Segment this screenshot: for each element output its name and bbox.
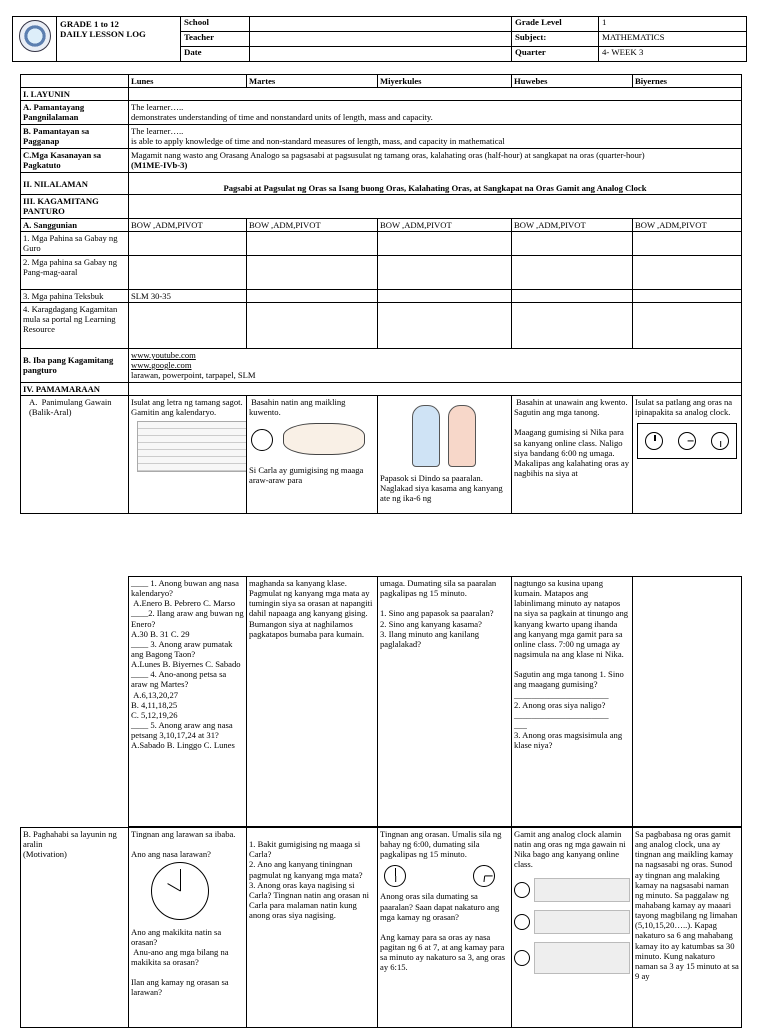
calendar-image (137, 421, 247, 472)
deped-logo-cell (13, 17, 57, 62)
log-title: DAILY LESSON LOG (60, 29, 146, 40)
motivation-biyernes: Sa pagbabasa ng oras gamit ang analog clock, una ay tingnan ang maikling kamay na nagsasabi ng oras. Sunod ay tingnan ang malaking kamay na nagsasabi naman ng minuto. Sa paggalaw ng mahabang kamay ay maaari tayong magbilang ng limahan (5,10,15,20…..). Kapag nakaturo sa 6 ang mahabang kamay ito ay katumbas sa 30 minuto. Kung nakaturo naman sa 3 ay 15 minuto at sa 9 ay (635, 829, 741, 981)
girl-stretching-icon (283, 423, 365, 455)
grade-level-value: 1 (599, 17, 747, 32)
balik-aral-martes-top: Basahin natin ang maikling kuwento. (249, 396, 348, 418)
grade-level-label: Grade Level (512, 17, 599, 32)
clock-icon (711, 432, 729, 450)
balik-aral-label: A. Panimulang Gawain (Balik-Aral) (29, 396, 112, 418)
motivation-miyerkules: Tingnan ang orasan. Umalis sila ng bahay ng 6:00, dumating sila pagkalipas ng 15 minuto. (380, 829, 504, 860)
grade-range: GRADE 1 to 12 (60, 19, 119, 29)
quarter-label: Quarter (512, 47, 599, 62)
teacher-field[interactable] (250, 32, 512, 47)
nika-schedule-image (514, 878, 630, 974)
pamamaraan-heading: IV. PAMAMARAAN (21, 382, 129, 395)
school-field[interactable] (250, 17, 512, 32)
clock-six-icon (384, 865, 406, 887)
deped-seal-icon (19, 20, 51, 52)
continuation-table (128, 576, 742, 827)
story-martes-cont: maghanda sa kanyang klase. Pagmulat ng kanyang mga mata ay tumingin siya sa orasan at napangiti dahil napaaga ang kanyang gising. Bumangon siya at naghilamos pagkatapos bumaba para kumain. (249, 578, 375, 639)
iba-pang-text: larawan, powerpoint, tarpapel, SLM (131, 370, 256, 381)
pagganap-label: B. Pamantayan sa Pagganap (21, 125, 129, 149)
kagamitang-label: III. KAGAMITANG PANTURO (21, 195, 129, 218)
motivation-table (20, 827, 742, 1028)
day-header-biyernes: Biyernes (633, 75, 742, 88)
balik-aral-lunes: Isulat ang letra ng tamang sagot. Gamitin ang kalendaryo. (131, 396, 245, 418)
day-header-miyerkules: Miyerkules (378, 75, 512, 88)
gabay-guro-label: 1. Mga Pahina sa Gabay ng Guro (21, 231, 129, 255)
motivation-huwebes: Gamit ang analog clock alamin natin ang oras ng mga gawain ni Nika bago ang kanyang online class. (514, 829, 628, 870)
sanggunian-martes: BOW ,ADM,PIVOT (247, 218, 378, 231)
title-cell (57, 17, 181, 62)
teacher-label: Teacher (181, 32, 250, 47)
pamantayang-text: The learner….. demonstrates understanding of time and nonstandard units of length, mass and capacity. (131, 102, 433, 123)
story-miyerkules-cont: umaga. Dumating sila sa paaralan pagkalipas ng 15 minuto. 1. Sino ang papasok sa paaralan? 2. Sino ang kanyang kasama? 3. Ilang minuto ang kanilang paglalakad? (380, 578, 497, 649)
clock-icon (678, 432, 696, 450)
balik-aral-miyerkules: Papasok si Dindo sa paaralan. Naglakad siya kasama ang kanyang ate ng ika-6 ng (380, 472, 505, 504)
motivation-label: B. Paghahabi sa layunin ng aralin (Motivation) (23, 829, 117, 860)
date-field[interactable] (250, 47, 512, 62)
kasanayan-label: C.Mga Kasanayan sa Pagkatuto (21, 149, 129, 173)
balik-aral-biyernes: Isulat sa patlang ang oras na ipinapakita sa analog clock. (635, 396, 735, 418)
teksbuk-label: 3. Mga pahina Teksbuk (21, 289, 129, 302)
layunin-heading: I. LAYUNIN (21, 88, 129, 101)
pagganap-text: The learner….. is able to apply knowledge of time and non-standard measures of length, mass, and capacity in mathematical (131, 126, 505, 147)
subject-value: MATHEMATICS (599, 32, 747, 47)
sanggunian-label: A. Sanggunian (21, 218, 129, 231)
subject-label: Subject: (512, 32, 599, 47)
balik-aral-huwebes: Basahin at unawain ang kwento. Sagutin ang mga tanong. Maagang gumising si Nika para sa kanyang online class. Naligo siya bandang 6:00 ng umaga. Makalipas ang kalahating oras ay nagbihis na siya at (514, 396, 630, 478)
story-huwebes-cont: nagtungo sa kusina upang kumain. Matapos ang labinlimang minuto ay natapos na siya sa pagkain at tinungo ang kanyang kwarto upang ihanda ang kanyang mga gamit para sa online class. 7:00 ng umaga ay nagsimula na ang klase ni Nika. Sagutin ang mga tanong 1. Sino ang maagang gumising? ______________________ 2. Anong oras siya naligo? ______________________ ___ 3. Anong oras magsisimula ang klase niya? (514, 578, 629, 751)
youtube-link[interactable]: www.youtube.com (131, 349, 196, 360)
nilalaman-label: II. NILALAMAN (21, 173, 129, 195)
wall-clock-icon (151, 862, 209, 920)
google-link[interactable]: www.google.com (131, 359, 192, 370)
clock-icon (514, 950, 530, 966)
day-header-martes: Martes (247, 75, 378, 88)
day-header-huwebes: Huwebes (512, 75, 633, 88)
lesson-log-table (20, 74, 742, 514)
boy-icon (412, 405, 440, 467)
school-label: School (181, 17, 250, 32)
teksbuk-value: SLM 30-35 (129, 289, 247, 302)
day-header-blank (21, 75, 129, 88)
girl-icon (448, 405, 476, 467)
header-table (12, 16, 747, 62)
sanggunian-miyerkules: BOW ,ADM,PIVOT (378, 218, 512, 231)
pamantayang-label: A. Pamantayang Pangnilalaman (21, 101, 129, 125)
motivation-miyerkules-after: Anong oras sila dumating sa paaralan? Saan dapat nakaturo ang mga kamay ng orasan? Ang kamay para sa oras ay nasa pagitan ng 6 at 7, at ang kamay para sa minuto ay nakaturo sa 3, ang oras ay 6:15. (380, 891, 506, 973)
balik-aral-martes-bottom: Si Carla ay gumigising ng maaga araw-araw para (249, 465, 366, 486)
quiz-lunes: ____ 1. Anong buwan ang nasa kalendaryo? A.Enero B. Pebrero C. Marso ____2. Ilang araw ang buwan ng Enero? A.30 B. 31 C. 29 ____ 3. Anong araw pumatak ang Bagong Taon? A.Lunes B. Biyernes C. Sabado ____ 4. Ano-anong petsa sa araw ng Martes? A.6,13,20,27 B. 4,11,18,25 C. 5,12,19,26 ____ 5. Anong araw ang nasa petsang 3,10,17,24 at 31? A.Sabado B. Linggo C. Lunes (131, 578, 244, 751)
kasanayan-text: Magamit nang wasto ang Orasang Analogo sa pagsasabi at pagsusulat ng tamang oras, kalahating oras (half-hour) at sangkapat na oras (quarter-hour) (131, 150, 645, 161)
nilalaman-text: Pagsabi at Pagsulat ng Oras sa Isang buong Oras, Kalahating Oras, at Sangkapat na Oras Gamit ang Analog Clock (129, 173, 742, 195)
children-walking-image (404, 399, 485, 469)
girl-waking-image (249, 421, 375, 461)
quarter-value: 4- WEEK 3 (599, 47, 747, 62)
clock-icon (514, 914, 530, 930)
sanggunian-huwebes: BOW ,ADM,PIVOT (512, 218, 633, 231)
alarm-clock-icon (251, 429, 273, 451)
clock-six-fifteen-icon (473, 865, 495, 887)
three-clocks-box (637, 423, 737, 459)
sanggunian-lunes: BOW ,ADM,PIVOT (129, 218, 247, 231)
gabay-mag-aaral-label: 2. Mga pahina sa Gabay ng Pang-mag-aaral (21, 255, 129, 289)
motivation-martes: 1. Bakit gumigising ng maaga si Carla? 2. Ano ang kanyang tiningnan pagmulat ng kanyang mga mata? 3. Anong oras kaya nagising si Carla? Tingnan natin ang orasan ni Carla para malaman natin kung anong oras siya nagising. (249, 839, 370, 921)
motivation-lunes: Tingnan ang larawan sa ibaba. Ano ang nasa larawan? (131, 829, 236, 860)
motivation-lunes-after: Ano ang makikita natin sa orasan? Anu-ano ang mga bilang na makikita sa orasan? Ilan ang kamay ng orasan sa larawan? (131, 926, 229, 998)
sanggunian-biyernes: BOW ,ADM,PIVOT (633, 218, 742, 231)
karagdagang-label: 4. Karagdagang Kagamitan mula sa portal ng Learning Resource (21, 302, 129, 348)
clock-icon (645, 432, 663, 450)
date-label: Date (181, 47, 250, 62)
kasanayan-code: (M1ME-IVb-3) (131, 160, 188, 171)
clock-icon (514, 882, 530, 898)
day-header-lunes: Lunes (129, 75, 247, 88)
iba-pang-label: B. Iba pang Kagamitang pangturo (21, 348, 129, 382)
